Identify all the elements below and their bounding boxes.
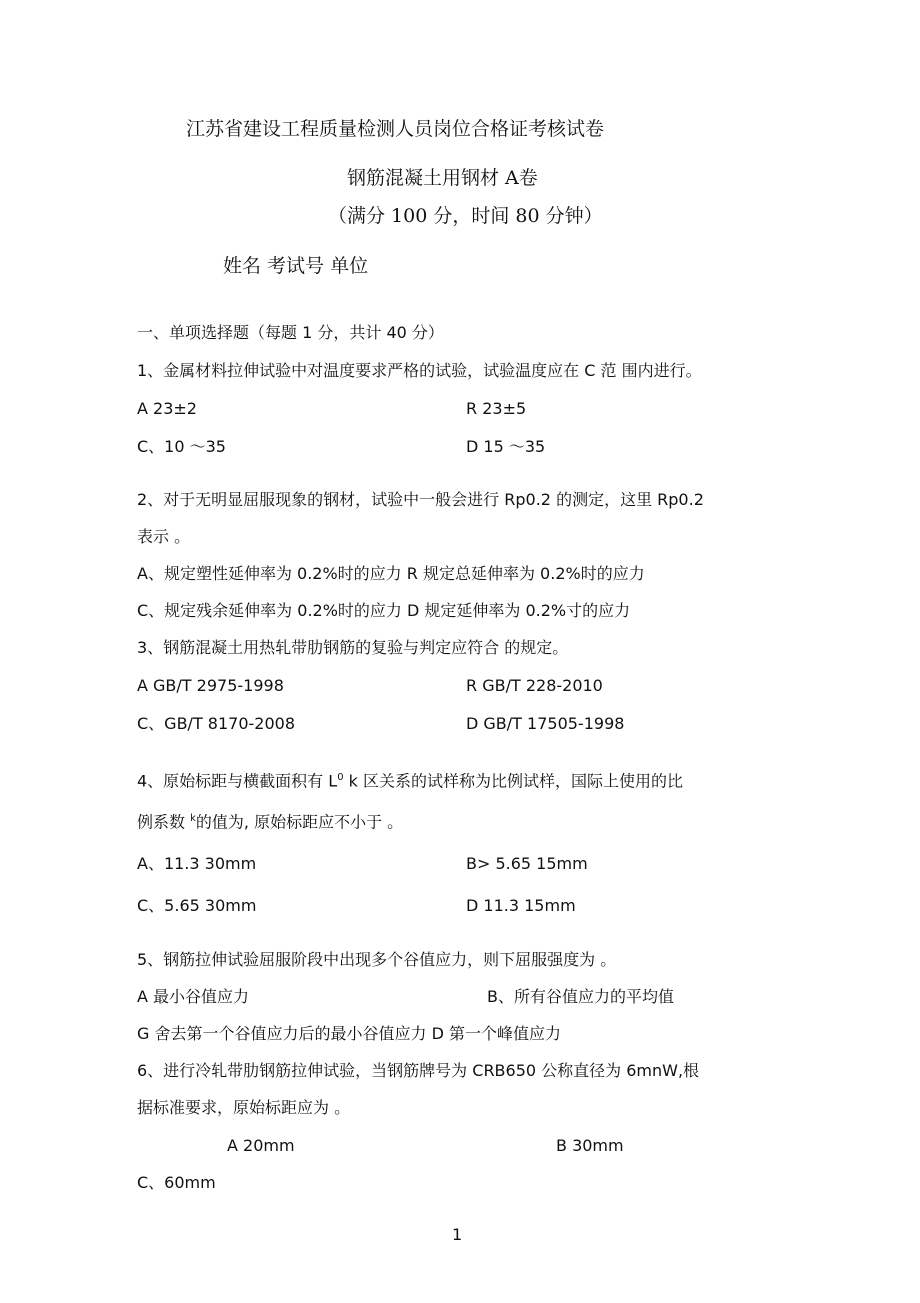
question-3-stem: 3、钢筋混凝土用热轧带肋钢筋的复验与判定应符合 的规定。 — [137, 638, 569, 657]
question-6-option-a: A 20mm — [227, 1136, 295, 1155]
question-4-option-b: B> 5.65 15mm — [466, 854, 588, 873]
question-5-option-a: A 最小谷值应力 — [137, 987, 250, 1006]
q4-line2-sup: k — [190, 813, 196, 824]
q4-line1-post: k 区关系的试样称为比例试样，国际上使用的比 — [343, 771, 684, 791]
question-6-stem-line1: 6、进行冷轧带肋钢筋拉伸试验，当钢筋牌号为 CRB650 公称直径为 6mnW,根 — [137, 1061, 700, 1080]
question-4-stem-line1 — [137, 768, 683, 791]
question-6-stem-line2: 据标准要求，原始标距应为 。 — [137, 1098, 351, 1117]
q4-line2-pre: 例系数 — [137, 812, 191, 832]
question-2-options-ab: A、规定塑性延伸率为 0.2%时的应力 R 规定总延伸率为 0.2%时的应力 — [137, 564, 645, 583]
exam-subtitle: 钢筋混凝土用钢材 A卷 — [347, 167, 538, 189]
question-1-option-b: R 23±5 — [466, 399, 527, 418]
question-3-option-b: R GB/T 228-2010 — [466, 676, 603, 695]
question-5-option-b: B、所有谷值应力的平均值 — [487, 987, 674, 1006]
question-4-stem-line2 — [137, 809, 403, 832]
question-1-option-c: C、10 ～35 — [137, 437, 226, 456]
question-2-stem-line1: 2、对于无明显屈服现象的钢材，试验中一般会进行 Rp0.2 的测定，这里 Rp0.2 — [137, 490, 704, 509]
question-4-option-c: C、5.65 30mm — [137, 896, 257, 915]
question-5-stem: 5、钢筋拉伸试验屈服阶段中出现多个谷值应力，则下屈服强度为 。 — [137, 950, 617, 969]
score-time: （满分 100 分，时间 80 分钟） — [328, 205, 603, 227]
question-2-stem-line2: 表示 。 — [137, 527, 191, 546]
section-heading: 一、单项选择题（每题 1 分，共计 40 分） — [137, 323, 444, 342]
student-info: 姓名 考试号 单位 — [223, 255, 369, 277]
q4-line1-pre: 4、原始标距与横截面积有 L — [137, 771, 338, 791]
question-1-option-d: D 15 ～35 — [466, 437, 546, 456]
q4-line2-post: 的值为, 原始标距应不小于 。 — [195, 812, 404, 832]
question-1-stem: 1、金属材料拉伸试验中对温度要求严格的试验，试验温度应在 C 范 围内进行。 — [137, 361, 702, 380]
exam-title: 江苏省建设工程质量检测人员岗位合格证考核试卷 — [186, 118, 605, 140]
question-5-options-cd: G 舍去第一个谷值应力后的最小谷值应力 D 第一个峰值应力 — [137, 1024, 561, 1043]
question-3-option-a: A GB/T 2975-1998 — [137, 676, 284, 695]
question-4-option-a: A、11.3 30mm — [137, 854, 257, 873]
page-number: 1 — [452, 1225, 463, 1244]
question-3-option-d: D GB/T 17505-1998 — [466, 714, 625, 733]
question-1-option-a: A 23±2 — [137, 399, 197, 418]
q4-line1-sup: 0 — [337, 772, 344, 783]
question-3-option-c: C、GB/T 8170-2008 — [137, 714, 296, 733]
question-4-option-d: D 11.3 15mm — [466, 896, 576, 915]
question-6-option-c: C、60mm — [137, 1173, 216, 1192]
question-6-option-b: B 30mm — [556, 1136, 624, 1155]
question-2-options-cd: C、规定残余延伸率为 0.2%时的应力 D 规定延伸率为 0.2%寸的应力 — [137, 601, 631, 620]
